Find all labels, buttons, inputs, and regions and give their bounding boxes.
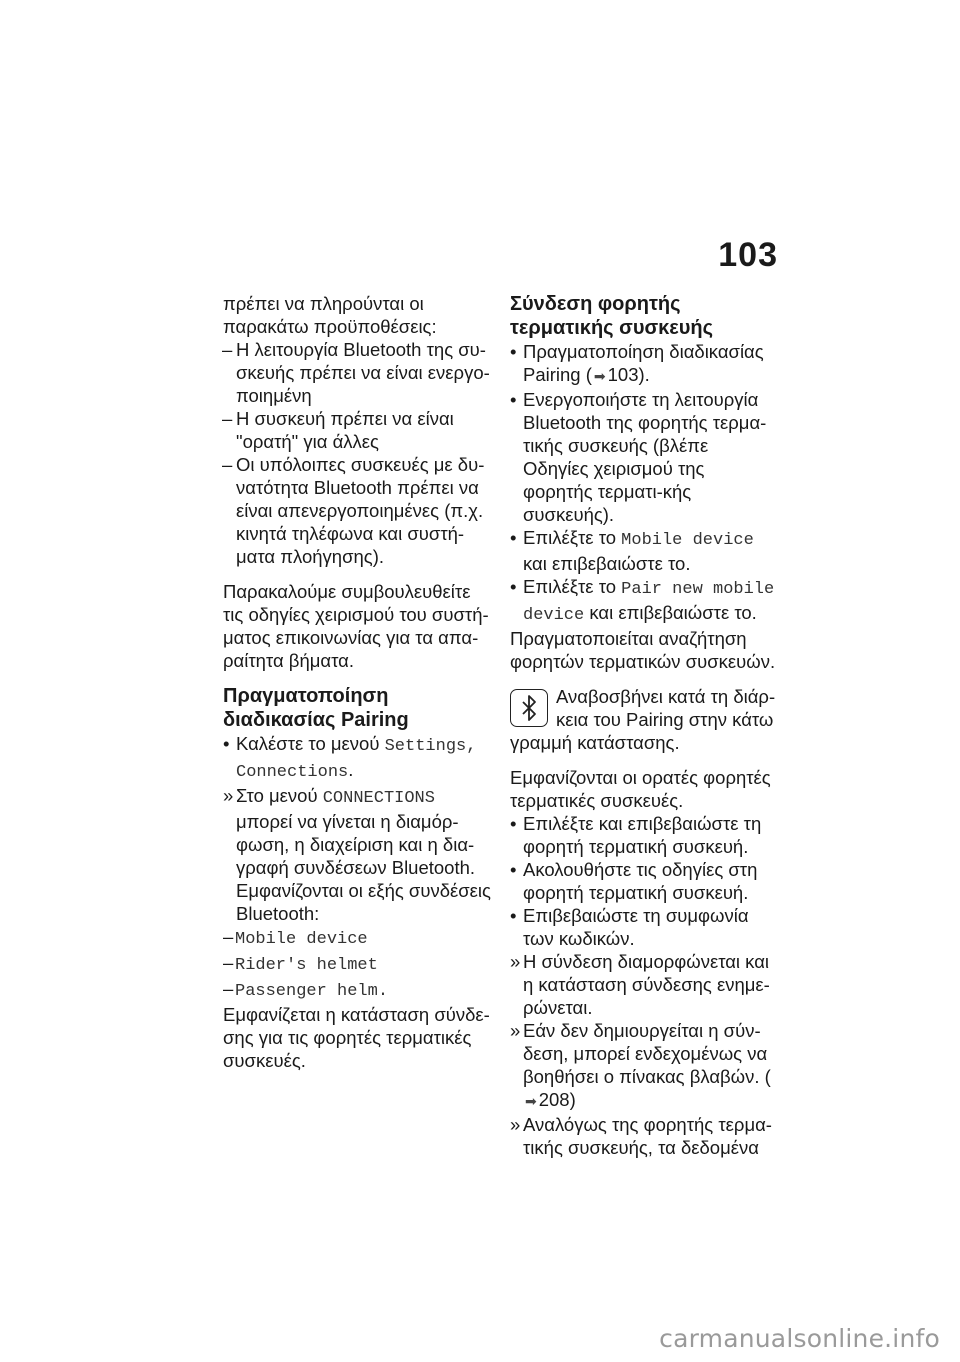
menu-option: Pair new mobile device (523, 580, 775, 625)
menu-name: CONNECTIONS (322, 789, 435, 808)
bluetooth-icon (510, 689, 548, 727)
step-item: • Πραγματοποίηση διαδικασίας Pairing ( ➡ 103). (510, 340, 778, 388)
step-item: • Επιβεβαιώστε τη συμφωνία των κωδικών. (510, 905, 749, 949)
step-item: • Ενεργοποιήστε τη λειτουργία Bluetooth της φορητής τερμα-τικής συσκευής (βλέπε Οδηγίες χειρισμού της φορητής τερματι-κής συσκευής). (510, 389, 767, 525)
step-item: • Επιλέξτε το Mobile device και επιβεβαιώστε το. (510, 527, 754, 574)
arrow-right-icon: ➡ (525, 1093, 537, 1109)
connection-item: – Passenger helm. (223, 978, 389, 1001)
menu-option: Mobile device (621, 531, 754, 550)
result-item: » Αναλόγως της φορητής τερμα-τικής συσκευής, τα δεδομένα (510, 1114, 772, 1158)
pairing-step: • Καλέστε το μενού Settings, Connections. (223, 733, 477, 782)
page-ref: 103 (607, 364, 639, 385)
step-item: • Ακολουθήστε τις οδηγίες στη φορητή τερματική συσκευή. (510, 859, 758, 903)
condition-item: – Η συσκευή πρέπει να είναι "ορατή" για άλλες (222, 408, 454, 452)
pairing-result: » Στο μενού CONNECTIONS μπορεί να γίνεται η διαμόρ-φωση, η διαχείριση και η δια-γραφή συνδέσεων Bluetooth. Εμφανίζονται οι εξής συνδέσεις Bluetooth: (223, 785, 491, 924)
visible-text: Εμφανίζονται οι ορατές φορητές τερματικές συσκευές. (510, 767, 771, 811)
right-column (510, 292, 778, 1159)
step-item: • Επιλέξτε και επιβεβαιώστε τη φορητή τερματική συσκευή. (510, 813, 762, 857)
connect-heading: Σύνδεση φορητής τερματικής συσκευής (510, 293, 714, 339)
connection-item: – Rider's helmet (223, 952, 378, 975)
result-item: » Εάν δεν δημιουργείται η σύν-δεση, μπορεί ενδεχομένως να βοηθήσει ο πίνακας βλαβών. (➡ 208) (510, 1019, 778, 1113)
watermark: carmanualsonline.info (659, 1324, 940, 1353)
page-ref: 208 (538, 1089, 570, 1110)
advice-text: Παρακαλούμε συμβουλευθείτε τις οδηγίες χειρισμού του συστή-ματος επικοινωνίας για τα απα-ραίτητα βήματα. (223, 581, 489, 671)
status-text: Εμφανίζεται η κατάσταση σύνδε-σης για τις φορητές τερματικές συσκευές. (223, 1004, 490, 1071)
page-number: 103 (718, 236, 778, 274)
result-item: » Η σύνδεση διαμορφώνεται και η κατάσταση σύνδεσης ενημε-ρώνεται. (510, 951, 770, 1018)
arrow-right-icon: ➡ (593, 368, 606, 384)
step-item: • Επιλέξτε το Pair new mobile device και επιβεβαιώστε το. (510, 576, 775, 625)
pairing-heading: Πραγματοποίηση διαδικασίας Pairing (223, 685, 409, 731)
intro-text: πρέπει να πληρούνται οι παρακάτω προϋποθέσεις: (223, 293, 437, 337)
search-text: Πραγματοποιείται αναζήτηση φορητών τερματικών συσκευών. (510, 628, 776, 672)
condition-item: – Η λειτουργία Bluetooth της συ-σκευής πρέπει να είναι ενεργο-ποιημένη (222, 339, 490, 406)
bluetooth-note: Αναβοσβήνει κατά τη διάρ-κεια του Pairing στην κάτω γραμμή κατάστασης. (510, 686, 776, 753)
menu-path: Settings, Connections (236, 737, 477, 782)
left-column (223, 292, 491, 1072)
connection-item: – Mobile device (223, 926, 368, 949)
condition-item: – Οι υπόλοιπες συσκευές με δυ-νατότητα Bluetooth πρέπει να είναι απενεργοποιημένες (π.χ. κινητά τηλέφωνα και συστή-ματα πλοήγησης). (222, 454, 485, 567)
